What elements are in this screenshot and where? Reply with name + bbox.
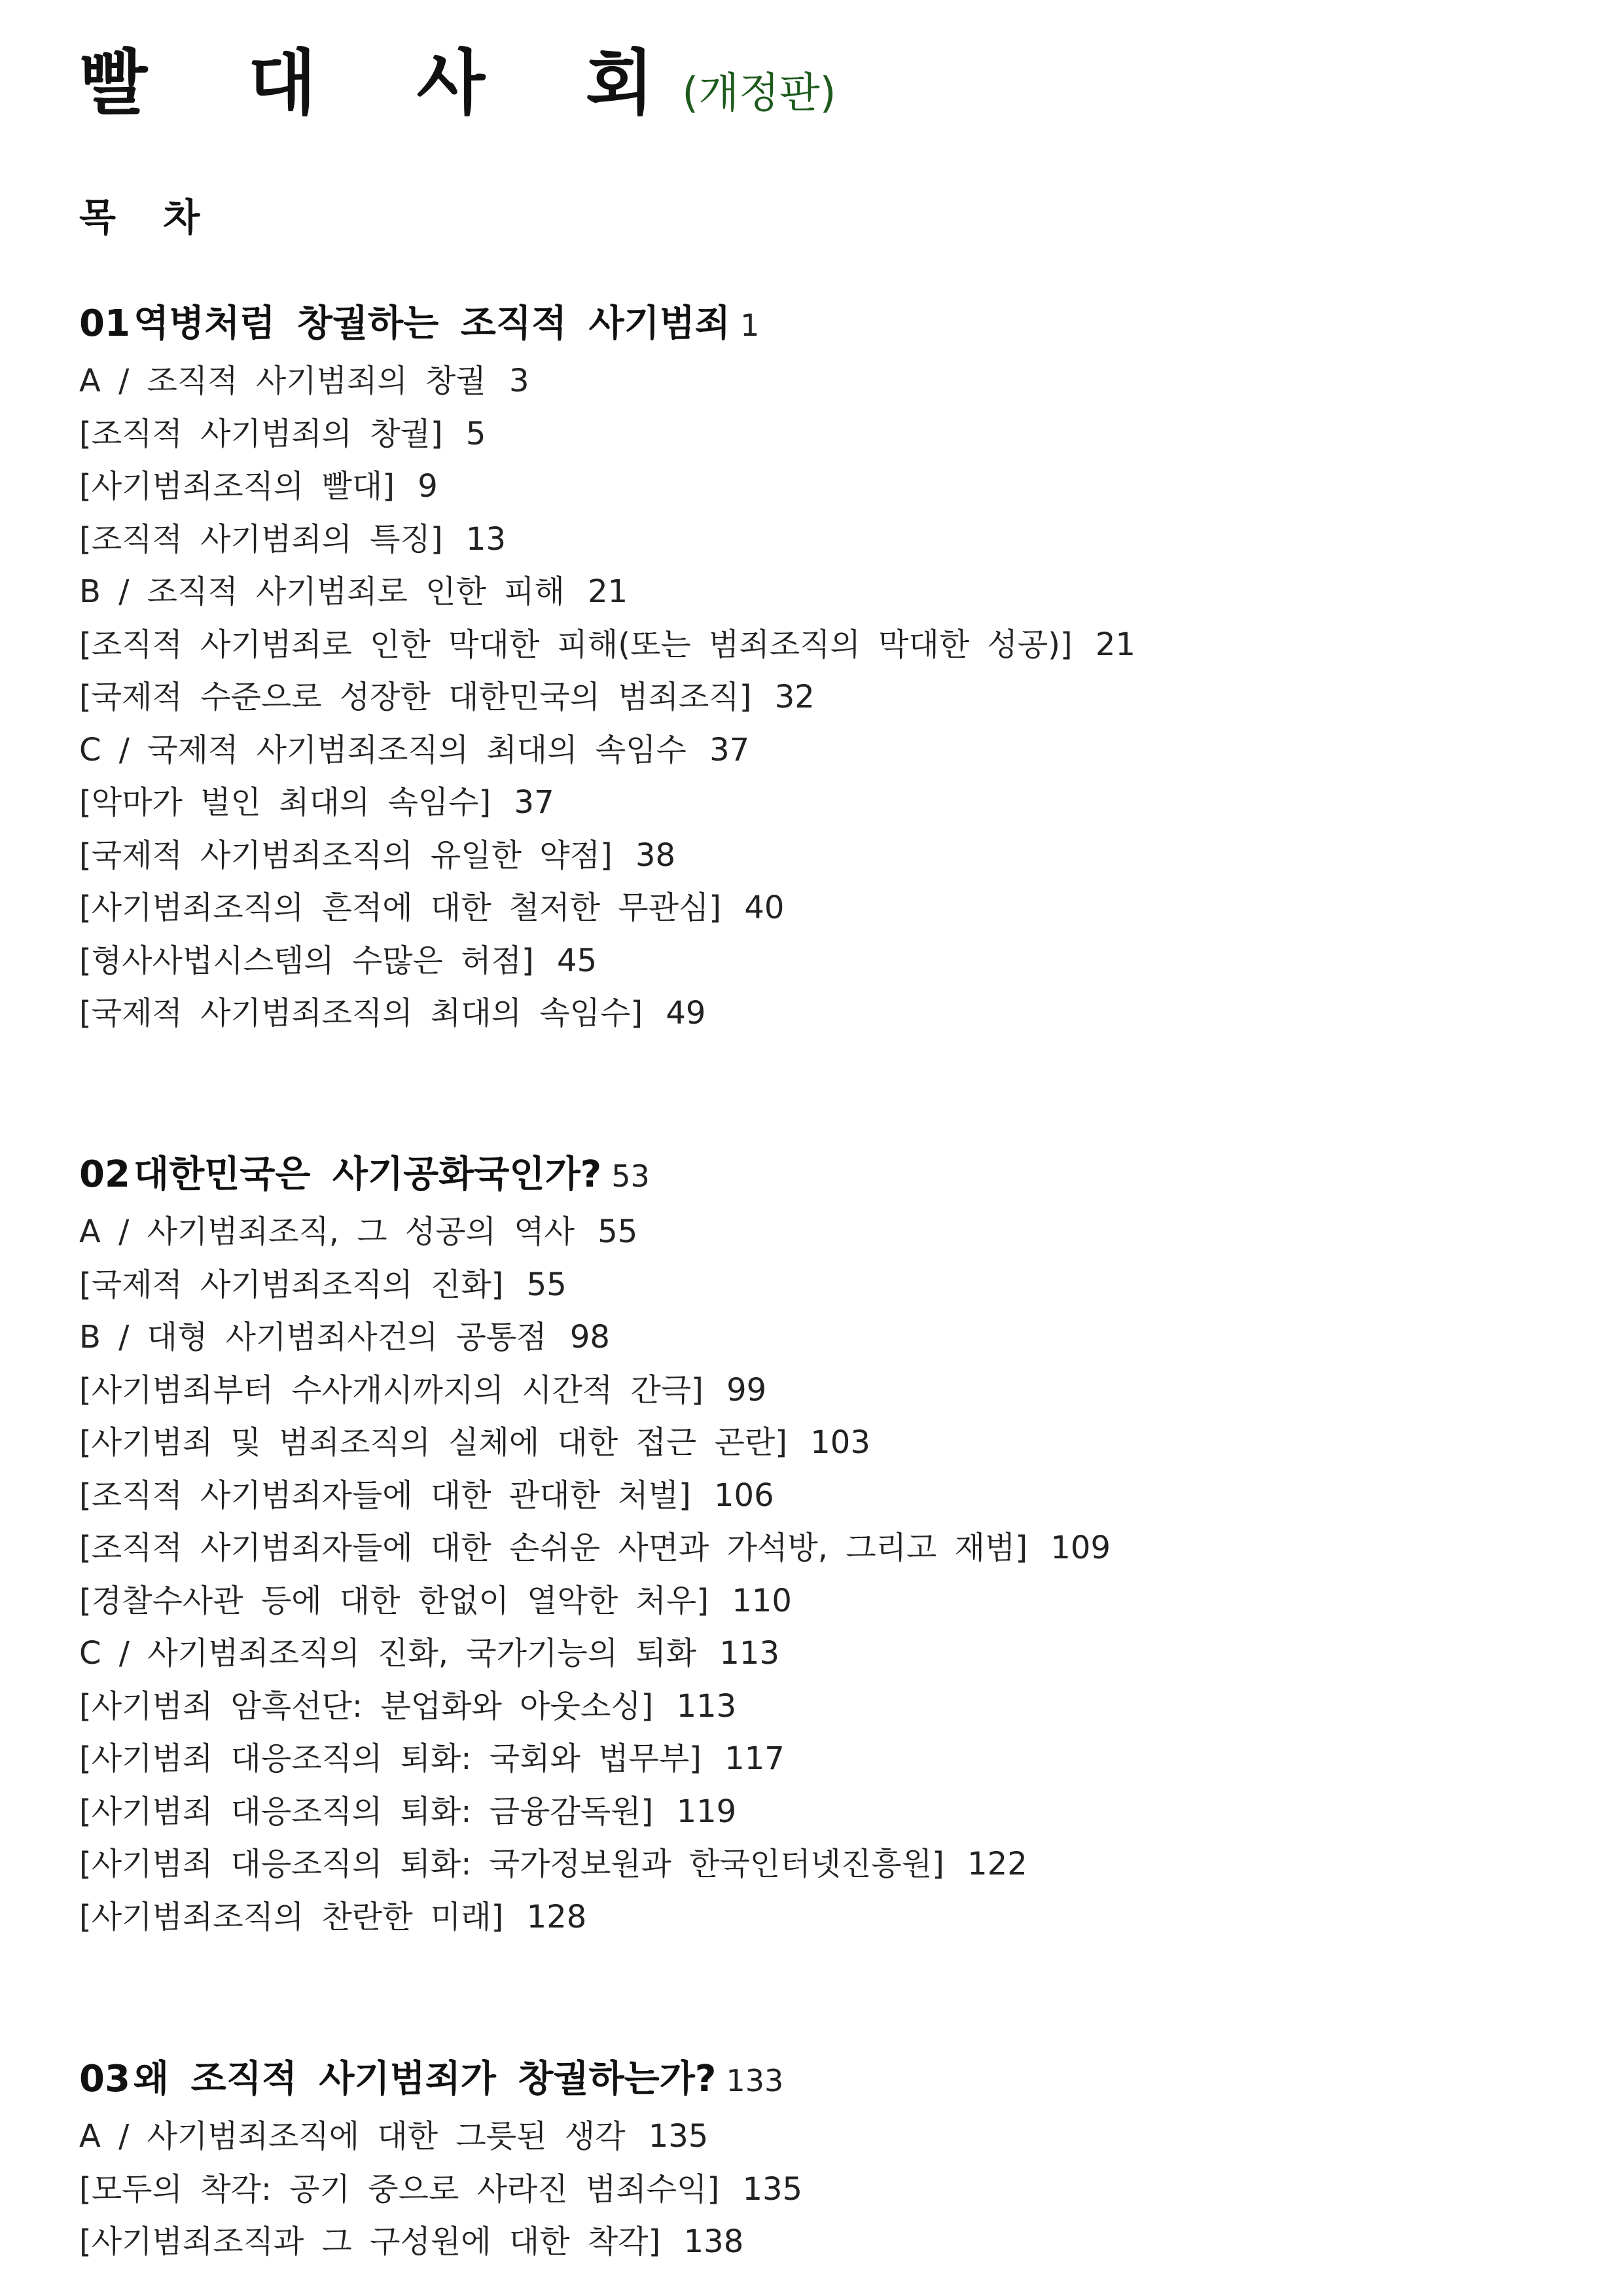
toc-entry bbox=[79, 2163, 802, 2216]
toc-entry bbox=[79, 829, 1135, 882]
toc-section-03 bbox=[79, 2049, 802, 2269]
entry-text: [국제적 사기범죄조직의 유일한 약점] bbox=[79, 836, 613, 874]
entry-page: 9 bbox=[418, 468, 438, 505]
entry-page: 138 bbox=[683, 2223, 744, 2260]
entry-text: [조직적 사기범죄자들에 대한 관대한 처벌] bbox=[79, 1477, 691, 1514]
toc-entry bbox=[79, 1522, 1111, 1575]
section-number: 02 bbox=[79, 1153, 130, 1196]
entry-page: 37 bbox=[709, 731, 750, 768]
toc-entry bbox=[79, 1364, 1111, 1417]
entry-text: [악마가 벌인 최대의 속임수] bbox=[79, 784, 491, 821]
entry-page: 5 bbox=[465, 415, 486, 452]
toc-entry bbox=[79, 1206, 1111, 1259]
entry-page: 128 bbox=[526, 1898, 587, 1935]
entry-text: [사기범죄 대응조직의 퇴화: 금융감독원] bbox=[79, 1793, 654, 1830]
toc-entry bbox=[79, 355, 1135, 408]
entry-text: C / 국제적 사기범죄조직의 최대의 속임수 bbox=[79, 731, 687, 768]
entry-page: 45 bbox=[557, 942, 597, 979]
entry-page: 109 bbox=[1050, 1530, 1111, 1566]
toc-entry bbox=[79, 724, 1135, 777]
entry-page: 99 bbox=[726, 1371, 767, 1408]
toc-entry bbox=[79, 671, 1135, 724]
section-page-number: 53 bbox=[611, 1158, 650, 1194]
toc-entry bbox=[79, 619, 1135, 672]
toc-entry bbox=[79, 513, 1135, 566]
entry-page: 117 bbox=[724, 1740, 785, 1777]
entry-page: 32 bbox=[774, 679, 815, 715]
toc-entry bbox=[79, 776, 1135, 829]
toc-entry bbox=[79, 1311, 1111, 1364]
title-row bbox=[79, 26, 836, 128]
toc-entry bbox=[79, 1627, 1111, 1680]
section-number: 03 bbox=[79, 2058, 130, 2100]
entry-page: 13 bbox=[465, 520, 506, 558]
entry-text: [모두의 착각: 공기 중으로 사라진 범죄수익] bbox=[79, 2170, 720, 2208]
toc-section-01 bbox=[79, 293, 1135, 1040]
toc-entry bbox=[79, 565, 1135, 619]
toc-section-02 bbox=[79, 1144, 1111, 1943]
toc-entry bbox=[79, 987, 1135, 1040]
toc-entry bbox=[79, 935, 1135, 988]
entry-page: 40 bbox=[744, 889, 785, 926]
entry-text: A / 사기범죄조직에 대한 그릇된 생각 bbox=[79, 2118, 626, 2155]
entry-text: C / 사기범죄조직의 진화, 국가기능의 퇴화 bbox=[79, 1635, 697, 1672]
entry-text: [사기범죄부터 수사개시까지의 시간적 간극] bbox=[79, 1371, 704, 1408]
entry-text: [경찰수사관 등에 대한 한없이 열악한 처우] bbox=[79, 1582, 709, 1619]
entry-text: [조직적 사기범죄의 특징] bbox=[79, 520, 443, 558]
entry-text: [국제적 사기범죄조직의 진화] bbox=[79, 1266, 504, 1303]
entry-page: 103 bbox=[810, 1424, 870, 1461]
section-page-number: 1 bbox=[740, 308, 760, 343]
section-label: 역병처럼 창궐하는 조직적 사기범죄 bbox=[134, 302, 730, 345]
entry-text: [사기범죄조직의 빨대] bbox=[79, 468, 395, 505]
entry-text: A / 조직적 사기범죄의 창궐 bbox=[79, 363, 486, 399]
entry-page: 110 bbox=[732, 1582, 792, 1619]
entry-text: [사기범죄 암흑선단: 분업화와 아웃소싱] bbox=[79, 1687, 654, 1725]
toc-entry bbox=[79, 1732, 1111, 1785]
entry-page: 21 bbox=[588, 573, 628, 610]
entry-page: 106 bbox=[714, 1477, 774, 1514]
book-title: 빨 대 사 회 bbox=[79, 43, 692, 124]
section-title bbox=[79, 2049, 802, 2110]
section-number: 01 bbox=[79, 302, 130, 345]
entry-text: [사기범죄조직과 그 구성원에 대한 착각] bbox=[79, 2223, 661, 2260]
entry-page: 49 bbox=[666, 995, 706, 1031]
entry-text: B / 조직적 사기범죄로 인한 피해 bbox=[79, 573, 565, 610]
toc-entry bbox=[79, 460, 1135, 513]
entry-page: 55 bbox=[597, 1213, 638, 1250]
entry-page: 113 bbox=[719, 1635, 780, 1672]
toc-entry bbox=[79, 2215, 802, 2269]
entry-text: [사기범죄조직의 흔적에 대한 철저한 무관심] bbox=[79, 889, 722, 926]
entry-page: 37 bbox=[514, 784, 554, 821]
toc-entry bbox=[79, 1469, 1111, 1522]
edition-label: (개정판) bbox=[682, 69, 836, 118]
toc-entry bbox=[79, 1680, 1111, 1733]
entry-text: [조직적 사기범죄로 인한 막대한 피해(또는 범죄조직의 막대한 성공)] bbox=[79, 626, 1073, 663]
entry-text: A / 사기범죄조직, 그 성공의 역사 bbox=[79, 1213, 575, 1250]
toc-entry bbox=[79, 1891, 1111, 1944]
toc-entry bbox=[79, 1838, 1111, 1891]
entry-page: 135 bbox=[648, 2118, 709, 2155]
section-label: 왜 조직적 사기범죄가 창궐하는가? bbox=[134, 2058, 717, 2100]
toc-entry bbox=[79, 2110, 802, 2163]
section-label: 대한민국은 사기공화국인가? bbox=[134, 1153, 602, 1196]
entry-text: [사기범죄 대응조직의 퇴화: 국가정보원과 한국인터넷진흥원] bbox=[79, 1846, 944, 1882]
section-title bbox=[79, 293, 1135, 355]
entry-page: 135 bbox=[742, 2170, 803, 2208]
entry-page: 3 bbox=[509, 363, 529, 399]
entry-text: [국제적 수준으로 성장한 대한민국의 범죄조직] bbox=[79, 679, 752, 715]
entry-text: [사기범죄조직의 찬란한 미래] bbox=[79, 1898, 504, 1935]
entry-page: 55 bbox=[526, 1266, 567, 1303]
entry-page: 38 bbox=[635, 836, 676, 874]
entry-page: 119 bbox=[676, 1793, 737, 1830]
entry-page: 21 bbox=[1095, 626, 1135, 663]
entry-text: [조직적 사기범죄자들에 대한 손쉬운 사면과 가석방, 그리고 재범] bbox=[79, 1530, 1028, 1566]
entry-page: 98 bbox=[569, 1319, 610, 1355]
entry-page: 113 bbox=[676, 1687, 737, 1725]
entry-page: 122 bbox=[967, 1846, 1027, 1882]
toc-entry bbox=[79, 1575, 1111, 1628]
toc-entry bbox=[79, 1259, 1111, 1312]
toc-entry bbox=[79, 408, 1135, 461]
entry-text: [국제적 사기범죄조직의 최대의 속임수] bbox=[79, 995, 643, 1031]
entry-text: [조직적 사기범죄의 창궐] bbox=[79, 415, 443, 452]
section-title bbox=[79, 1144, 1111, 1206]
entry-text: [사기범죄 대응조직의 퇴화: 국회와 법무부] bbox=[79, 1740, 702, 1777]
toc-entry bbox=[79, 1416, 1111, 1469]
section-page-number: 133 bbox=[726, 2063, 784, 2098]
toc-entry bbox=[79, 882, 1135, 935]
entry-text: [사기범죄 및 범죄조직의 실체에 대한 접근 곤란] bbox=[79, 1424, 787, 1461]
toc-heading: 목 차 bbox=[79, 195, 217, 240]
toc-entry bbox=[79, 1785, 1111, 1839]
entry-text: [형사사법시스템의 수많은 허점] bbox=[79, 942, 534, 979]
entry-text: B / 대형 사기범죄사건의 공통점 bbox=[79, 1319, 547, 1355]
